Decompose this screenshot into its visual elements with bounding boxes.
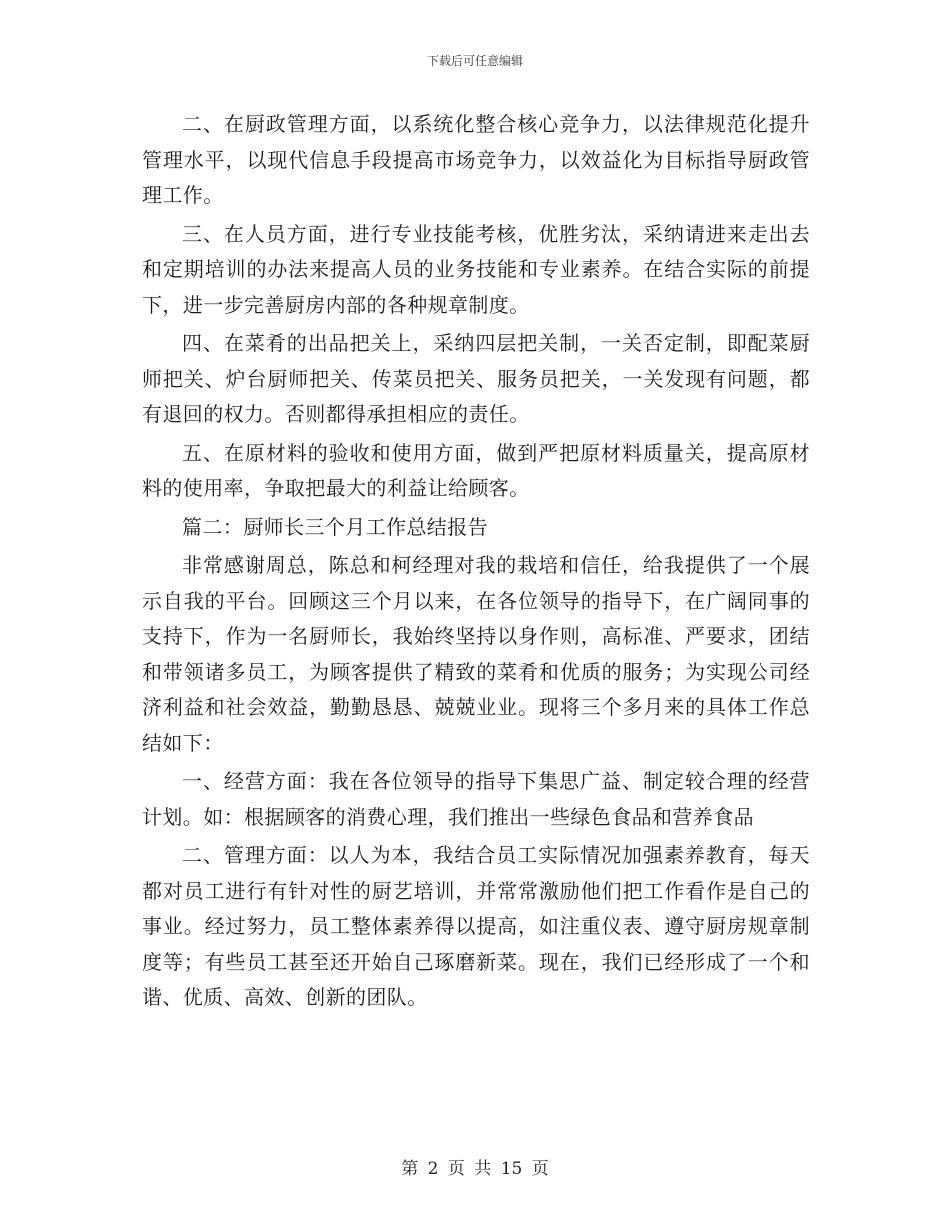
page-number: 第 2 页 共 15 页 xyxy=(401,1159,549,1179)
paragraph-personnel: 三、在人员方面，进行专业技能考核，优胜劣汰，采纳请进来走出去和定期培训的办法来提高人员的业务技能和专业素养。在结合实际的前提下，进一步完善厨房内部的各种规章制度。 xyxy=(142,221,810,317)
page-header: 下载后可任意编辑 xyxy=(426,54,523,68)
paragraph-dish-quality-control: 四、在菜肴的出品把关上，采纳四层把关制，一关否定制，即配菜厨师把关、炉台厨师把关、传菜员把关、服务员把关，一关发现有问题，都有退回的权力。否则都得承担相应的责任。 xyxy=(142,331,810,426)
document-body xyxy=(142,107,810,1019)
paragraph-management: 二、管理方面：以人为本，我结合员工实际情况加强素养教育，每天都对员工进行有针对性的厨艺培训，并常常激励他们把工作看作是自己的事业。经过努力，员工整体素养得以提高，如注重仪表、遵守厨房规章制度等；有些员工甚至还开始自己琢磨新菜。现在，我们已经形成了一个和谐、优质、高效、创新的团队。 xyxy=(142,843,810,1009)
paragraph-kitchen-management: 二、在厨政管理方面，以系统化整合核心竞争力，以法律规范化提升管理水平，以现代信息手段提高市场竞争力，以效益化为目标指导厨政管理工作。 xyxy=(142,112,810,207)
paragraph-operations: 一、经营方面：我在各位领导的指导下集思广益、制定较合理的经营计划。如：根据顾客的消费心理，我们推出一些绿色食品和营养食品 xyxy=(142,769,810,829)
paragraph-raw-materials: 五、在原材料的验收和使用方面，做到严把原材料质量关，提高原材料的使用率，争取把最大的利益让给顾客。 xyxy=(142,440,810,500)
paragraph-gratitude-intro: 非常感谢周总，陈总和柯经理对我的栽培和信任，给我提供了一个展示自我的平台。回顾这三个月以来，在各位领导的指导下，在广阔同事的支持下，作为一名厨师长，我始终坚持以身作则，高标准、严要求，团结和带领诸多员工，为顾客提供了精致的菜肴和优质的服务；为实现公司经济利益和社会效益，勤勤恳恳、兢兢业业。现将三个多月来的具体工作总结如下： xyxy=(142,553,810,755)
section-title: 篇二：厨师长三个月工作总结报告 xyxy=(182,514,488,539)
